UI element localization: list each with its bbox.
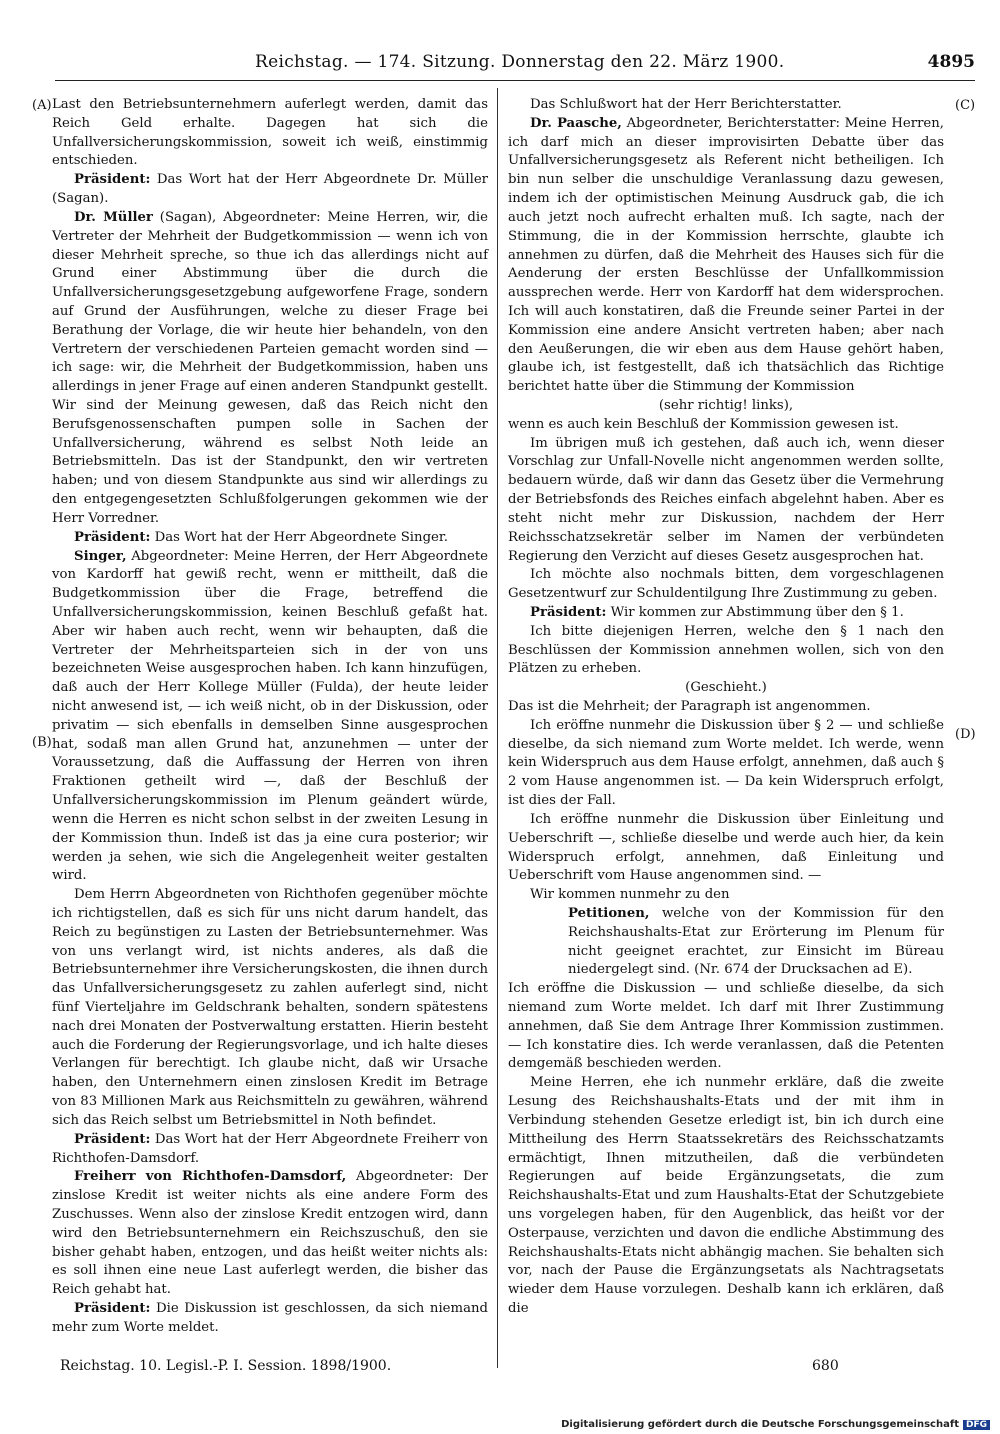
paragraph [52, 1168, 488, 1300]
left-column [52, 96, 488, 1338]
paragraph [508, 1074, 944, 1319]
paragraph-text: Dem Herrn Abgeordneten von Richthofen gegenüber möchte ich richtigstellen, daß es sich für uns nicht darum handelt, das Reich zu begünstigen zu Lasten der Betriebsunternehmer. Was von uns verlangt wird, ist nichts anderes, als daß die Betriebsunternehmer ihre Versicherungskosten, die ihnen durch das Unfallversicherungsgesetz zu zahlen auferlegt sind, nicht fünf Vierteljahre im Geldschrank behalten, sondern spätestens nach drei Monaten der Postverwaltung erstatten. Hierin besteht auch die Forderung der Regierungsvorlage, und ich halte dieses Verlangen für berechtigt. Ich glaube nicht, daß wir Ursache haben, den Unternehmern einen zinslosen Kredit im Betrage von 83 Millionen Mark aus Reichsmitteln zu gewähren, während sich das Reich selbst um Betriebsmittel in Noth befindet. [52, 887, 488, 1128]
speaker-name: Präsident: [74, 1131, 151, 1147]
margin-marker-b: (B) [32, 735, 52, 750]
paragraph-text: Ich eröffne nunmehr die Diskussion über Einleitung und Ueberschrift —, schließe dieselbe und werde auch hier, da kein Widerspruch erfolgt, annehmen, daß Einleitung und Ueberschrift vom Hause angenommen sind. — [508, 811, 944, 884]
paragraph-text: Das Wort hat der Herr Abgeordnete Dr. Müller (Sagan). [52, 172, 488, 207]
speaker-name: Dr. Müller [74, 209, 153, 225]
paragraph [52, 886, 488, 1131]
paragraph-text: Ich möchte also nochmals bitten, dem vorgeschlagenen Gesetzentwurf zur Schuldentilgung Ihre Zustimmung zu geben. [508, 567, 944, 602]
paragraph [508, 96, 944, 115]
running-title: Reichstag. — 174. Sitzung. Donnerstag den 22. März 1900. [255, 52, 785, 72]
margin-marker-c: (C) [955, 98, 976, 113]
paragraph-text: Das Wort hat der Herr Abgeordnete Freiherr von Richthofen-Damsdorf. [52, 1131, 488, 1166]
paragraph [508, 980, 944, 1074]
paragraph-text: Meine Herren, ehe ich nunmehr erkläre, daß die zweite Lesung des Reichshaushalts-Etats und der mit ihm in Verbindung stehenden Gesetze erledigt ist, bin ich durch eine Mittheilung des Herrn Staatssekretärs des Reichsschatzamts ermächtigt, Ihnen mitzutheilen, daß die verbündeten Regierungen auf beide Ergänzungsetats, die zum Reichshaushalts-Etat und zum Haushalts-Etat der Schutzgebiete uns vorgelegen haben, für den Augenblick, das heißt vor der Osterpause, verzichten und davon die endliche Abstimmung des Reichshaushalts-Etats nicht abhängig machen. Sie behalten sich vor, nach der Pause die Ergänzungsetats als Nachtragsetats wieder dem Hause vorzulegen. Deshalb kann ich erklären, daß die [508, 1075, 944, 1316]
column-divider [497, 88, 498, 1368]
right-column [508, 96, 944, 1319]
digitization-note: Digitalisierung gefördert durch die Deutsche Forschungsgemeinschaft [561, 1419, 959, 1430]
speaker-name: Präsident: [74, 1301, 151, 1316]
paragraph-text: Ich eröffne die Diskussion — und schließe dieselbe, da sich niemand zum Worte meldet. Ich darf mit Ihrer Zustimmung annehmen, daß Sie dem Antrage Ihrer Kommission zustimmen. — Ich konstatire dies. Ich werde veranlassen, daß die Petenten demgemäß beschieden werden. [508, 981, 944, 1072]
paragraph-text: Last den Betriebsunternehmern auferlegt werden, damit das Reich Geld erhalte. Dagegen hat sich die Unfallversicherungskommission, soweit ich weiß, einstimmig entschieden. [52, 97, 488, 169]
paragraph-text: Die Diskussion ist geschlossen, da sich niemand mehr zum Worte meldet. [52, 1301, 488, 1335]
header-rule [55, 80, 975, 81]
paragraph [52, 1300, 488, 1338]
paragraph [52, 209, 488, 529]
paragraph-text: Ich bitte diejenigen Herren, welche den § 1 nach den Beschlüssen der Kommission annehmen wollen, sich von den Plätzen zu erheben. [508, 623, 944, 677]
speaker-name: Freiherr von Richthofen-Damsdorf, [74, 1169, 347, 1185]
paragraph-text: Im übrigen muß ich gestehen, daß auch ich, wenn dieser Vorschlag zur Unfall-Novelle nicht angenommen werden sollte, bedauern würde, daß wir dann das Gesetz über die Vermehrung der Betriebsfonds des Reiches einfach abgelehnt haben. Aber es steht nicht mehr zur Diskussion, nachdem der Herr Reichsschatzsekretär selber im Namen der verbündeten Regierung den Verzicht auf dieses Gesetz ausgesprochen hat. [508, 435, 944, 564]
paragraph [508, 604, 944, 623]
paragraph [508, 717, 944, 811]
paragraph [568, 905, 944, 980]
speaker-name: Präsident: [530, 604, 607, 620]
paragraph [508, 698, 944, 717]
paragraph [52, 529, 488, 548]
digitization-credit [561, 1419, 990, 1430]
paragraph [508, 566, 944, 604]
margin-marker-a: (A) [32, 98, 52, 113]
paragraph [508, 623, 944, 679]
running-header [55, 52, 975, 76]
paragraph [508, 397, 944, 416]
paragraph-text: welche von der Kommission für den Reichshaushalts-Etat zur Erörterung im Plenum für nicht geeignet erachtet, zur Einsicht im Büreau niedergelegt sind. (Nr. 674 der Drucksachen ad E). [568, 905, 944, 978]
paragraph [508, 435, 944, 567]
paragraph [508, 679, 944, 698]
paragraph-text: (Sagan), Abgeordneter: Meine Herren, wir, die Vertreter der Mehrheit der Budgetkommission — wenn ich von dieser Mehrheit spreche, so thue ich das allerdings nicht auf Grund einer Abstimmung über die durch die Unfallversicherungsgesetzgebung aufgeworfene Frage, sondern auf Grund der Ausführungen, welche zu dieser Frage bei Berathung der Vorlage, die wir heute hier behandeln, von den Vertretern der verschiedenen Parteien gemacht worden sind — ich sage: wir, die Mehrheit der Budgetkommission, haben uns allerdings in jener Frage auf einen anderen Standpunkt gestellt. Wir sind der Meinung gewesen, daß das Reich nicht den Berufsgenossenschaften pumpen solle in Sachen der Unfallversicherung, während es selbst Noth leide an Betriebsmitteln. Das ist der Standpunkt, den wir vertreten haben; und von diesem Standpunkte aus sind wir allerdings zu den entgegengesetzten Schlußfolgerungen gekommen wie der Herr Vorredner. [52, 209, 488, 526]
paragraph-text: Das Wort hat der Herr Abgeordnete Singer. [150, 529, 448, 545]
paragraph [508, 416, 944, 435]
paragraph [508, 115, 944, 397]
paragraph-text: Abgeordneter: Der zinslose Kredit ist weiter nichts als eine andere Form des Zuschusses. Wenn also der zinslose Kredit entzogen wird, dann wird den Betriebsunternehmern ein Reichszuschuß, den sie bisher gehabt haben, entzogen, und das heißt weiter nichts als: es soll ihnen eine neue Last auferlegt werden, die bisher das Reich gehabt hat. [52, 1169, 488, 1298]
paragraph-text: Wir kommen zur Abstimmung über den § 1. [606, 604, 904, 620]
paragraph [508, 811, 944, 886]
paragraph-text: (sehr richtig! links), [658, 398, 794, 413]
page-number: 4895 [927, 52, 975, 72]
paragraph [52, 1131, 488, 1169]
paragraph [508, 886, 944, 905]
speaker-name: Petitionen, [568, 905, 650, 921]
dfg-logo: DFG [963, 1420, 990, 1430]
margin-marker-d: (D) [955, 727, 976, 742]
paragraph-text: Ich eröffne nunmehr die Diskussion über § 2 — und schließe dieselbe, da sich niemand zum Worte meldet. Ich werde, wenn kein Widerspruch aus dem Hause erfolgt, annehmen, daß auch § 2 vom Hause angenommen ist. — Da kein Widerspruch erfolgt, ist dies der Fall. [508, 717, 944, 809]
paragraph [52, 96, 488, 171]
paragraph [52, 171, 488, 209]
paragraph-text: Das ist die Mehrheit; der Paragraph ist angenommen. [508, 699, 871, 714]
footer-signature: 680 [812, 1358, 839, 1374]
paragraph-text: Das Schlußwort hat der Herr Berichterstatter. [530, 97, 842, 112]
footer-session-line: Reichstag. 10. Legisl.-P. I. Session. 1898/1900. [60, 1358, 392, 1374]
speaker-name: Präsident: [74, 172, 151, 188]
paragraph-text: Abgeordneter, Berichterstatter: Meine Herren, ich darf mich an dieser improvisirten Debatte über das Unfallversicherungsgesetz als Referent nicht betheiligen. Ich bin nun selber die unschuldige Veranlassung dazu gewesen, indem ich der optimistischen Meinung Ausdruck gab, die ich auch jetzt noch aufrecht erhalten muß. Ich sagte, nach der Stimmung, die in der Kommission herrschte, glaubte ich annehmen zu dürfen, daß die Mehrheit des Hauses sich für die Aenderung der ersten Beschlüsse der Unfallkommission aussprechen werde. Herr von Kardorff hat dem widersprochen. Ich will auch konstatiren, daß die Freunde seiner Partei in der Kommission eine andere Ansicht vertreten haben; aber nach den Aeußerungen, die wir eben aus dem Hause gehört haben, glaube ich, ist festgestellt, daß ich thatsächlich das Richtige berichtet hatte über die Stimmung der Kommission [508, 115, 945, 395]
paragraph-text: wenn es auch kein Beschluß der Kommission gewesen ist. [508, 416, 899, 432]
paragraph-text: Wir kommen nunmehr zu den [530, 887, 730, 903]
paragraph-text: (Geschieht.) [685, 680, 767, 696]
speaker-name: Singer, [74, 548, 127, 564]
speaker-name: Präsident: [74, 529, 151, 545]
paragraph [52, 548, 488, 887]
paragraph-text: Abgeordneter: Meine Herren, der Herr Abgeordnete von Kardorff hat gewiß recht, wenn er mittheilt, daß die Budgetkommission über die Frage, betreffend die Unfallversicherungskommission, keinen Beschluß gefaßt hat. Aber wir haben auch recht, wenn wir behaupten, daß die Vertreter der Mehrheitsparteien sich in der von uns bezeichneten Weise ausgesprochen haben. Ich kann hinzufügen, daß auch der Herr Kollege Müller (Fulda), der heute leider nicht anwesend ist, — ich weiß nicht, ob in der Diskussion, oder privatim — sich ebenfalls in demselben Sinne ausgesprochen hat, sodaß man allen Grund hat, anzunehmen — unter der Voraussetzung, daß die Auffassung der Herren von ihren Fraktionen getheilt wird —, daß der Beschluß der Unfallversicherungskommission im Plenum geändert würde, wenn die Herren es nicht schon selbst in der zweiten Lesung in der Kommission thun. Indeß ist das ja eine cura posterior; wir werden ja sehen, wie sich die Angelegenheit weiter gestalten wird. [52, 548, 488, 884]
speaker-name: Dr. Paasche, [530, 115, 622, 131]
